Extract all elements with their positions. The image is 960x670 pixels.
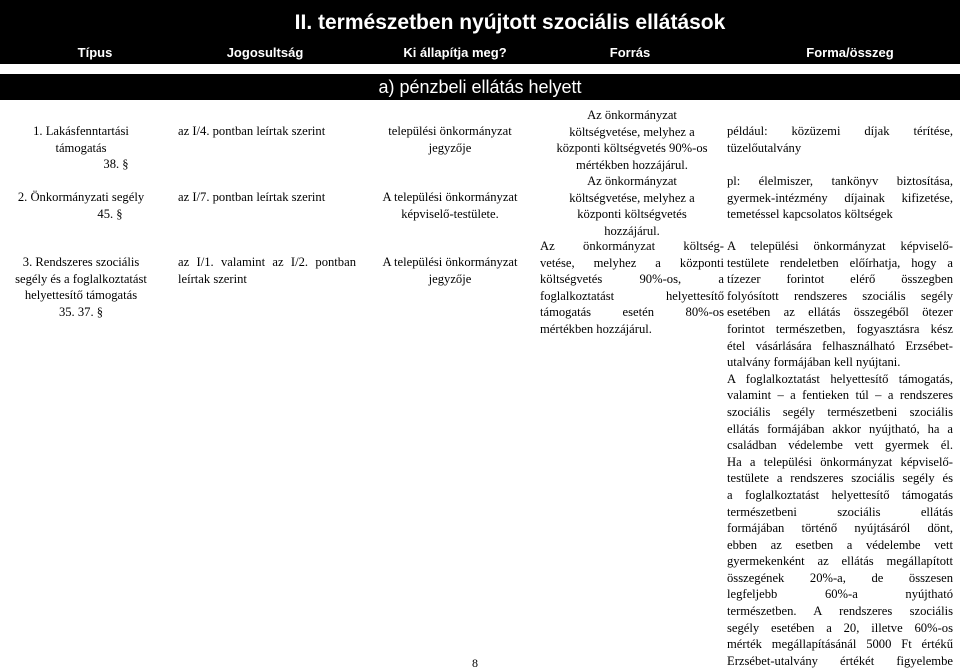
row3-forras-line: vetése, melyhez a központi [540,255,724,270]
row1-jogosultsag: az I/4. pontban leírtak szerint [178,124,326,138]
row3-jogosultsag [178,254,356,287]
row2-forras-line: központi költségvetés [577,207,687,222]
row2-forras-line: költségvetése, melyhez a [569,190,695,205]
row3-forma-line: szociális segély természetbeni szociális [727,404,953,419]
row3-forma-line: ellátás formájában akkor nyújtható, ha a [727,421,953,436]
row3-forma-line: Erzsébet-utalvány értékét figyelembe [727,653,953,668]
row3-forma-line: legfeljebb 60%-a nyújtható [727,587,953,602]
row3-tipus [6,254,156,320]
row3-forma-line: Ha a települési önkormányzat képviselő- [727,454,953,469]
page-number: 8 [472,656,478,670]
row3-forma-line: étel vásárlására felhasználható Erzsébet- [727,338,953,353]
row1-forma [727,123,953,156]
row3-tipus-line: 3. Rendszeres szociális [22,255,140,269]
row3-tipus-line: segély és a foglalkoztatást [15,271,147,286]
row2-forma-line: gyermek-intézmény díjainak kifizetése, [727,190,953,205]
row3-forras-line: foglalkoztatást helyettesítő [540,288,724,303]
row2-jogosultsag: az I/7. pontban leírtak szerint [178,190,326,204]
row3-forma-line: ebben az esetben a védelembe vett [727,537,953,552]
row3-forma-line: formájában történő nyújtásáról dönt, [727,521,953,536]
row3-forma-line: valamint – a fentieken túl – a rendszeres [727,388,953,403]
row2-allapitja [370,189,530,222]
row3-forma-line: folyósított rendszeres szociális segély [727,288,953,303]
row3-forma-line: testülete a rendszeres szociális segély és [727,471,953,486]
row3-forma-line: A települési önkormányzat képviselő- [727,239,953,253]
row1-forras [540,107,724,173]
header-forma-osszeg: Forma/összeg [806,45,894,60]
row3-forma-line: természetbeni szociális ellátás [727,504,953,519]
row1-tipus [6,123,156,173]
header-forras: Forrás [609,45,651,60]
row1-tipus-line: támogatás [55,140,107,155]
header-jogosultsag: Jogosultság [226,45,304,60]
row3-forma-line: segély esetében a 20, illetve 60%-os [727,620,953,635]
row1-forras-line: mértékben hozzájárul. [576,157,688,172]
row3-allapitja [370,254,530,287]
row3-forma-line: utalvány formájában kell nyújtani. [727,355,901,370]
row2-forma [727,173,953,223]
row1-allapitja-line: jegyzője [428,140,472,155]
row1-allapitja-line: települési önkormányzat [388,124,512,138]
row1-allapitja [370,123,530,156]
row1-forma-line: például: közüzemi díjak térítése, [727,124,953,138]
row2-forma-line: temetéssel kapcsolatos költségek [727,207,893,222]
row3-forma-line: forintot természetben, fogyasztásra kész [727,321,953,336]
row3-forma-line: családban védelembe vett gyermek él. [727,438,953,453]
row3-forma-line: gyermekenként az ellátás megállapított [727,554,953,569]
row2-forras-line: hozzájárul. [604,223,660,238]
row2-tipus-paragraph: 45. § [97,206,123,221]
row3-forma-line: A foglalkoztatást helyettesítő támogatás, [727,371,953,386]
row3-tipus-line: 35. 37. § [58,304,104,319]
row3-forras-line: Az önkormányzat költség- [540,239,724,253]
row1-tipus-line: 1. Lakásfenntartási [33,124,129,138]
row1-tipus-paragraph: 38. § [103,157,129,172]
table-header-row [0,42,960,64]
row2-forma-line: pl: élelmiszer, tankönyv biztosítása, [727,174,953,188]
row1-forras-line: központi költségvetés 90%-os [556,141,708,156]
row3-forras-line: mértékben hozzájárul. [540,321,652,336]
row1-forras-line: költségvetése, melyhez a [569,124,695,139]
row3-allapitja-line: A települési önkormányzat [382,255,518,269]
row1-forma-line: tüzelőutalvány [727,140,802,155]
row3-jogosultsag-line: leírtak szerint [178,271,247,286]
row3-forras [540,238,724,338]
row3-tipus-line: helyettesítő támogatás [24,288,138,303]
row3-forma-line: esetében az ellátás összegéből ötezer [727,305,953,320]
page-title: II. természetben nyújtott szociális ellátások [0,0,960,42]
row2-tipus [6,189,156,222]
row1-forras-line: Az önkormányzat [587,108,677,122]
row3-forma-line: mérték megállapításánál 5000 Ft értékű [727,637,953,652]
row3-allapitja-line: jegyzője [428,271,472,286]
row2-forras [540,173,724,239]
row3-forma-line: összegének 20%-a, de összesen [727,570,953,585]
row3-forras-line: költségvetés 90%-os, a [540,272,724,287]
row3-forma-line: testülete rendeletben előírhatja, hogy a [727,255,953,270]
row3-jogosultsag-line: az I/1. valamint az I/2. pontban [178,255,356,269]
row3-forma-line: a foglalkoztatást helyettesítő támogatás [727,487,953,502]
row2-allapitja-line: A települési önkormányzat [382,190,518,204]
row3-forma [727,238,953,669]
row2-allapitja-line: képviselő-testülete. [401,206,499,221]
row2-tipus-line: 2. Önkormányzati segély [17,190,145,204]
header-tipus: Típus [77,45,113,60]
row2-forras-line: Az önkormányzat [587,174,677,188]
row3-forma-line: természetben. A rendszeres szociális [727,604,953,619]
row3-forma-line: tízezer forintot elérő összegben [727,272,953,287]
section-heading: a) pénzbeli ellátás helyett [0,74,960,100]
header-ki-allapitja-meg: Ki állapítja meg? [403,45,507,60]
row3-forras-line: támogatás esetén 80%-os [540,305,724,320]
